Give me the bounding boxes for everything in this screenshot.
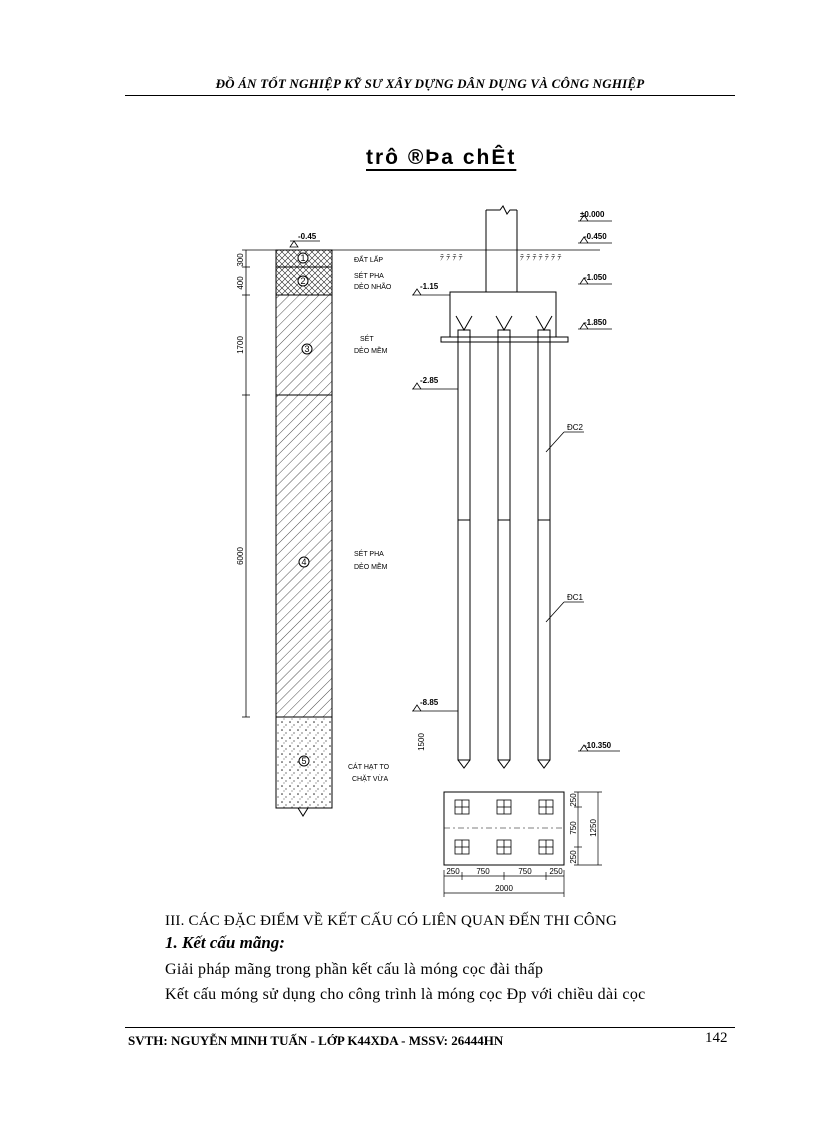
plan-dim-total-height: 1250: [589, 819, 598, 837]
layer-2-number: 2: [300, 276, 306, 286]
layer-1-number: 1: [300, 253, 306, 263]
soil-column: [236, 232, 426, 816]
level-left-1: -1.15: [420, 282, 439, 291]
section-heading: III. CÁC ĐẶC ĐIỂM VỀ KẾT CẤU CÓ LIÊN QUAN ĐẾN THI CÔNG: [165, 913, 618, 929]
layer-2-name-line2: DẺO NHÃO: [354, 284, 392, 291]
layer-4-thickness: 6000: [236, 547, 245, 565]
svg-text:ﾃ ﾃ ﾃ ﾃ: ﾃ ﾃ ﾃ ﾃ: [440, 253, 463, 262]
layer-3-number: 3: [304, 344, 310, 354]
soil-layer-4: [276, 395, 332, 717]
layer-5-number: 5: [301, 756, 307, 766]
drawing-title: trô ®Þa chÊt: [366, 146, 517, 169]
layer-3-name-line2: DẺO MỀM: [354, 348, 388, 355]
level-right-1: ±0.000: [580, 210, 605, 219]
pile-label-dc2: ĐC2: [567, 423, 584, 432]
sub-heading: 1. Kết cấu mãng:: [165, 933, 285, 952]
layer-2-name-line1: SÉT PHA: [354, 273, 384, 280]
plan-dim-h4: 250: [549, 867, 563, 876]
layer-5-name-line2: CHẶT VỪA: [352, 776, 389, 783]
foundation: [441, 206, 568, 768]
level-left-2: -2.85: [420, 376, 439, 385]
level-right-4: -1.850: [584, 318, 607, 327]
level-right-5: -10.350: [584, 741, 612, 750]
plan-dim-v1: 250: [569, 793, 578, 807]
layer-3-thickness: 1700: [236, 336, 245, 354]
layer-2-thickness: 400: [236, 276, 245, 290]
svg-text:ﾃ ﾃ ﾃ ﾃ ﾃ ﾃ ﾃ: ﾃ ﾃ ﾃ ﾃ ﾃ ﾃ ﾃ: [520, 253, 562, 262]
level-left-3: -8.85: [420, 698, 439, 707]
footer-rule: [125, 1027, 735, 1028]
layer-5-name-line1: CÁT HẠT TO: [348, 764, 390, 771]
plan-dim-h2: 750: [476, 867, 490, 876]
layer-1-thickness: 300: [236, 253, 245, 267]
layer-5-thickness: 1500: [417, 733, 426, 751]
footer-text: SVTH: NGUYỄN MINH TUẤN - LỚP K44XDA - MSSV: 26444HN: [128, 1033, 504, 1048]
paragraph-1: Giải pháp mãng trong phần kết cấu là móng cọc đài thấp: [165, 961, 544, 978]
pile-cap-plan: [444, 792, 602, 897]
plan-dim-total-width: 2000: [495, 884, 513, 893]
plan-dim-v3: 250: [569, 850, 578, 864]
layer-4-name-line2: DẺO MỀM: [354, 564, 388, 571]
pile-label-dc1: ĐC1: [567, 593, 584, 602]
layer-3-name-line1: SÉT: [360, 336, 374, 343]
page-header-title: ĐỒ ÁN TỐT NGHIỆP KỸ SƯ XÂY DỰNG DÂN DỤNG VÀ CÔNG NGHIỆP: [215, 76, 645, 91]
plan-dim-v2: 750: [569, 821, 578, 835]
paragraph-2: Kết cấu móng sử dụng cho công trình là móng cọc Đp với chiều dài cọc: [165, 986, 646, 1003]
layer-4-name-line1: SÉT PHA: [354, 551, 384, 558]
ground-symbols: [440, 253, 561, 262]
level-right-3: -1.050: [584, 273, 607, 282]
top-level-label: -0.45: [298, 232, 317, 241]
layer-4-number: 4: [301, 557, 307, 567]
page-number: 142: [705, 1030, 728, 1046]
level-right-2: -0.450: [584, 232, 607, 241]
plan-dim-h1: 250: [446, 867, 460, 876]
plan-dim-h3: 750: [518, 867, 532, 876]
layer-1-name: ĐẤT LẤP: [354, 257, 384, 264]
